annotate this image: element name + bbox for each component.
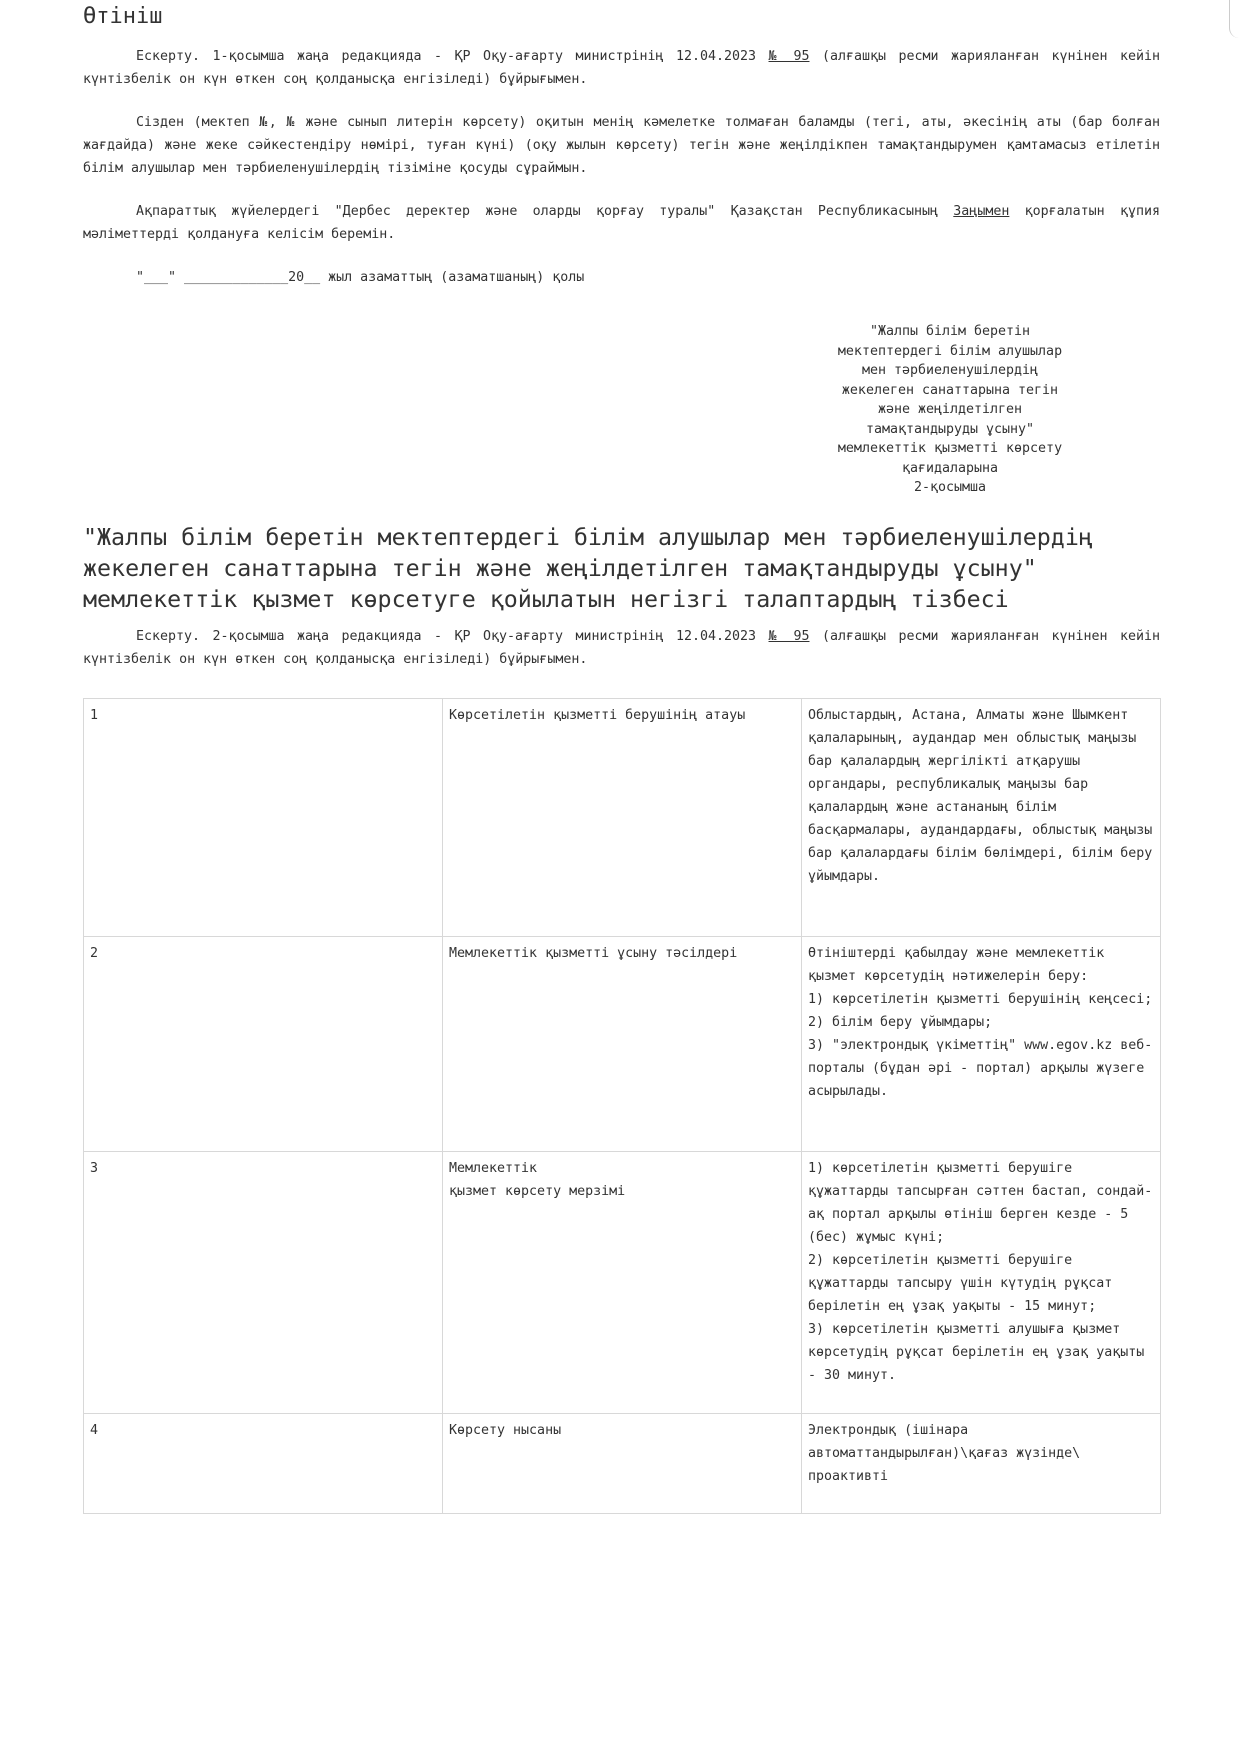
page-corner-decoration — [1229, 0, 1240, 38]
application-heading: Өтініш — [83, 4, 163, 29]
row-value: Өтініштерді қабылдау және мемлекеттік қызмет көрсетудің нәтижелерін беру: 1) көрсетілетін қызметті берушінің кеңсесі; 2) білім беру ұйымдары; 3) "электрондық үкіметтің" www.egov.kz веб-порталы (бұдан әрі - портал) арқылы жүзеге асырылады. — [802, 937, 1161, 1152]
note-text: (алғашқы ресми жарияланған күнінен кейін күнтізбелік он күн өткен соң қолданысқа енгізіледі) бұйрығымен. — [83, 629, 1160, 667]
signature-line: "___" _____________20__ жыл азаматтың (азаматшаның) қолы — [136, 270, 585, 285]
order-link[interactable]: № 95 — [768, 629, 810, 644]
consent-text: Ақпараттық жүйелердегі "Дербес деректер және оларды қорғау туралы" Қазақстан Республикасының — [136, 204, 954, 219]
main-heading-text: "Жалпы білім беретін мектептердегі білім алушылар мен тәрбиеленушілердің жекелеген санаттарына тегін және жеңілдетілген тамақтандыруды ұсыну" мемлекеттік қызмет көрсетуге қойылатын негізгі талаптардың тізбесі — [83, 524, 1093, 613]
row-value: 1) көрсетілетін қызметті берушіге құжаттарды тапсырған сәттен бастап, сондай-ақ портал арқылы өтініш берген кезде - 5 (бес) жұмыс күні; 2) көрсетілетін қызметті берушіге құжаттарды тапсыру үшін күтудің рұқсат берілетін ең ұзақ уақыты - 15 минут; 3) көрсетілетін қызметті алушыға қызмет көрсетудің рұқсат берілетін ең ұзақ уақыты - 30 минут. — [802, 1152, 1161, 1414]
row-value: Облыстардың, Астана, Алматы және Шымкент қалаларының, аудандар мен облыстық маңызы бар қалалардың жергілікті атқарушы органдары, республикалық маңызы бар қалалардың және астананың білім басқармалары, аудандардағы, облыстық маңызы бар қалалардағы білім бөлімдері, білім беру ұйымдары. — [802, 699, 1161, 937]
row-label: Көрсету нысаны — [443, 1414, 802, 1514]
note-annex-1 — [83, 45, 1160, 91]
note-text: (алғашқы ресми жарияланған күнінен кейін күнтізбелік он күн өткен соң қолданысқа енгізіледі) бұйрығымен. — [83, 49, 1160, 87]
table-row — [84, 937, 1161, 1152]
row-value: Электрондық (ішінара автоматтандырылған)\қағаз жүзінде\ проактивті — [802, 1414, 1161, 1514]
table-row — [84, 699, 1161, 937]
main-heading — [83, 522, 1160, 671]
note-text: Ескерту. 2-қосымша жаңа редакцияда - ҚР Оқу-ағарту министрінің 12.04.2023 — [136, 629, 769, 644]
document-body — [83, 0, 1160, 289]
row-label: Мемлекеттік қызмет көрсету мерзімі — [443, 1152, 802, 1414]
consent-paragraph — [83, 200, 1160, 246]
row-number: 1 — [84, 699, 443, 937]
note-annex-2 — [83, 625, 1160, 671]
row-label: Мемлекеттік қызметті ұсыну тәсілдері — [443, 937, 802, 1152]
table-row — [84, 1414, 1161, 1514]
request-paragraph: Сізден (мектеп №, № және сынып литерін көрсету) оқитын менің кәмелетке толмаған баламды (тегі, аты, әкесінің аты (бар болған жағдайда) және жеке сәйкестендіру нөмірі, туған күні) (оқу жылын көрсету) тегін және жеңілдікпен тамақтандырумен қамтамасыз етілетін білім алушылар мен тәрбиеленушілердің тізіміне қосуды сұраймын. — [83, 115, 1160, 176]
table-row — [84, 1152, 1161, 1414]
row-number: 2 — [84, 937, 443, 1152]
row-number: 4 — [84, 1414, 443, 1514]
row-number: 3 — [84, 1152, 443, 1414]
row-label: Көрсетілетін қызметті берушінің атауы — [443, 699, 802, 937]
annex-reference: "Жалпы білім беретін мектептердегі білім алушылар мен тәрбиеленушілердің жекелеген санаттарына тегін және жеңілдетілген тамақтандыруды ұсыну" мемлекеттік қызметті көрсету қағидаларына 2-қосымша — [837, 324, 1063, 495]
consent-text: қорғалатын құпия мәліметтерді қолдануға келісім беремін. — [83, 204, 1160, 242]
order-link[interactable]: № 95 — [768, 49, 810, 64]
requirements-table — [83, 698, 1161, 1514]
note-text: Ескерту. 1-қосымша жаңа редакцияда - ҚР Оқу-ағарту министрінің 12.04.2023 — [136, 49, 769, 64]
law-link[interactable]: Заңымен — [953, 204, 1010, 219]
